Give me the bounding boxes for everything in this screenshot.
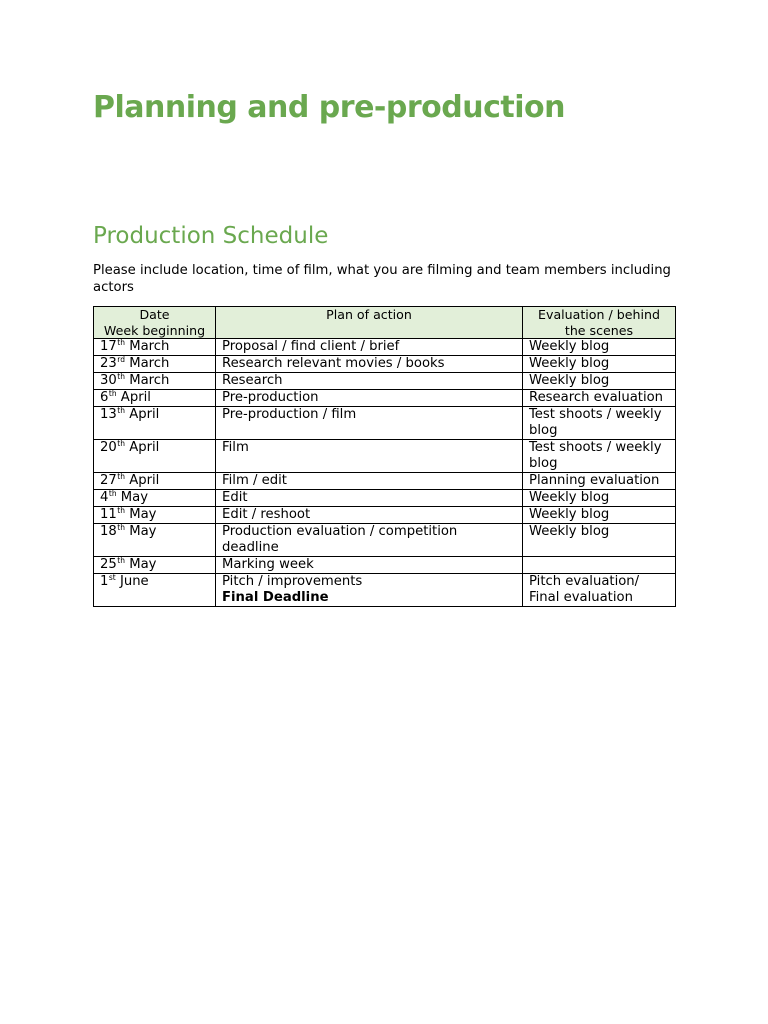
plan-bold-text: Final Deadline bbox=[222, 590, 329, 605]
date-day: 23 bbox=[100, 356, 117, 371]
evaluation-cell: Weekly blog bbox=[523, 356, 676, 373]
date-day: 13 bbox=[100, 407, 117, 422]
plan-text: Pre-production / film bbox=[222, 407, 357, 422]
table-row bbox=[94, 557, 676, 574]
table-header-row bbox=[94, 307, 676, 339]
evaluation-cell: Pitch evaluation/ Final evaluation bbox=[523, 574, 676, 607]
date-day: 6 bbox=[100, 390, 109, 405]
date-cell bbox=[94, 557, 216, 574]
date-day: 18 bbox=[100, 524, 117, 539]
table-row bbox=[94, 507, 676, 524]
plan-cell bbox=[216, 407, 523, 440]
evaluation-cell: Test shoots / weekly blog bbox=[523, 407, 676, 440]
intro-text: Please include location, time of film, what you are filming and team members including actors bbox=[93, 263, 671, 295]
section-title: Production Schedule bbox=[93, 223, 329, 249]
date-suffix: st bbox=[108, 573, 116, 582]
header-week-beginning-label: Week beginning bbox=[103, 322, 206, 338]
plan-cell bbox=[216, 490, 523, 507]
evaluation-cell: Weekly blog bbox=[523, 490, 676, 507]
date-suffix: th bbox=[117, 556, 125, 565]
date-month: April bbox=[129, 473, 160, 488]
date-month: June bbox=[119, 574, 149, 589]
plan-text: Edit / reshoot bbox=[222, 507, 311, 522]
plan-text: Research relevant movies / books bbox=[222, 356, 445, 371]
date-suffix: th bbox=[117, 439, 125, 448]
date-month: April bbox=[129, 407, 160, 422]
production-schedule-table bbox=[93, 306, 676, 607]
plan-cell bbox=[216, 557, 523, 574]
table-row bbox=[94, 356, 676, 373]
date-cell bbox=[94, 524, 216, 557]
evaluation-cell: Planning evaluation bbox=[523, 473, 676, 490]
date-suffix: th bbox=[117, 506, 125, 515]
date-cell bbox=[94, 407, 216, 440]
date-cell bbox=[94, 356, 216, 373]
date-day: 25 bbox=[100, 557, 117, 572]
header-plan: Plan of action bbox=[216, 307, 523, 339]
plan-text: Film bbox=[222, 440, 249, 455]
table-row bbox=[94, 390, 676, 407]
date-cell bbox=[94, 574, 216, 607]
evaluation-cell: Test shoots / weekly blog bbox=[523, 440, 676, 473]
table-row bbox=[94, 339, 676, 356]
plan-cell bbox=[216, 440, 523, 473]
date-month: March bbox=[129, 373, 170, 388]
evaluation-cell: Weekly blog bbox=[523, 339, 676, 356]
date-month: May bbox=[129, 557, 157, 572]
date-cell bbox=[94, 339, 216, 356]
date-suffix: th bbox=[108, 489, 117, 498]
date-day: 17 bbox=[100, 339, 117, 354]
date-cell bbox=[94, 473, 216, 490]
table-body bbox=[94, 339, 676, 607]
date-month: May bbox=[129, 524, 157, 539]
date-suffix: th bbox=[108, 389, 117, 398]
date-cell bbox=[94, 373, 216, 390]
header-date bbox=[94, 307, 216, 339]
header-date-label: Date bbox=[139, 307, 170, 322]
plan-cell bbox=[216, 356, 523, 373]
table-row bbox=[94, 524, 676, 557]
date-suffix: th bbox=[117, 406, 125, 415]
plan-cell bbox=[216, 373, 523, 390]
table-row bbox=[94, 407, 676, 440]
evaluation-cell: Weekly blog bbox=[523, 524, 676, 557]
header-evaluation: Evaluation / behind the scenes bbox=[523, 307, 676, 339]
plan-text: Proposal / find client / brief bbox=[222, 339, 400, 354]
date-day: 1 bbox=[100, 574, 109, 589]
plan-cell bbox=[216, 574, 523, 607]
date-day: 20 bbox=[100, 440, 117, 455]
plan-text: Pitch / improvements bbox=[222, 574, 363, 589]
date-suffix: th bbox=[117, 338, 125, 347]
date-month: May bbox=[129, 507, 157, 522]
plan-cell bbox=[216, 524, 523, 557]
date-day: 11 bbox=[100, 507, 117, 522]
plan-text: Marking week bbox=[222, 557, 314, 572]
page-title: Planning and pre-production bbox=[93, 90, 565, 125]
date-month: May bbox=[120, 490, 149, 505]
date-month: March bbox=[129, 356, 170, 371]
plan-cell bbox=[216, 507, 523, 524]
table-row bbox=[94, 574, 676, 607]
table-row bbox=[94, 473, 676, 490]
table-row bbox=[94, 373, 676, 390]
date-day: 30 bbox=[100, 373, 117, 388]
date-month: March bbox=[129, 339, 170, 354]
date-cell bbox=[94, 390, 216, 407]
plan-text: Pre-production bbox=[222, 390, 319, 405]
date-suffix: th bbox=[117, 472, 125, 481]
plan-cell bbox=[216, 473, 523, 490]
plan-cell bbox=[216, 339, 523, 356]
table-row bbox=[94, 490, 676, 507]
date-suffix: rd bbox=[117, 355, 125, 364]
evaluation-cell: Research evaluation bbox=[523, 390, 676, 407]
plan-text: Production evaluation / competition deadline bbox=[222, 524, 458, 555]
evaluation-cell: Weekly blog bbox=[523, 373, 676, 390]
plan-text: Research bbox=[222, 373, 283, 388]
date-month: April bbox=[129, 440, 160, 455]
date-suffix: th bbox=[117, 372, 125, 381]
evaluation-cell: Weekly blog bbox=[523, 507, 676, 524]
date-month: April bbox=[120, 390, 151, 405]
table-row bbox=[94, 440, 676, 473]
plan-cell bbox=[216, 390, 523, 407]
date-suffix: th bbox=[117, 523, 125, 532]
date-cell bbox=[94, 507, 216, 524]
date-day: 27 bbox=[100, 473, 117, 488]
plan-text: Edit bbox=[222, 490, 248, 505]
date-day: 4 bbox=[100, 490, 109, 505]
date-cell bbox=[94, 440, 216, 473]
date-cell bbox=[94, 490, 216, 507]
evaluation-cell bbox=[523, 557, 676, 574]
plan-text: Film / edit bbox=[222, 473, 287, 488]
